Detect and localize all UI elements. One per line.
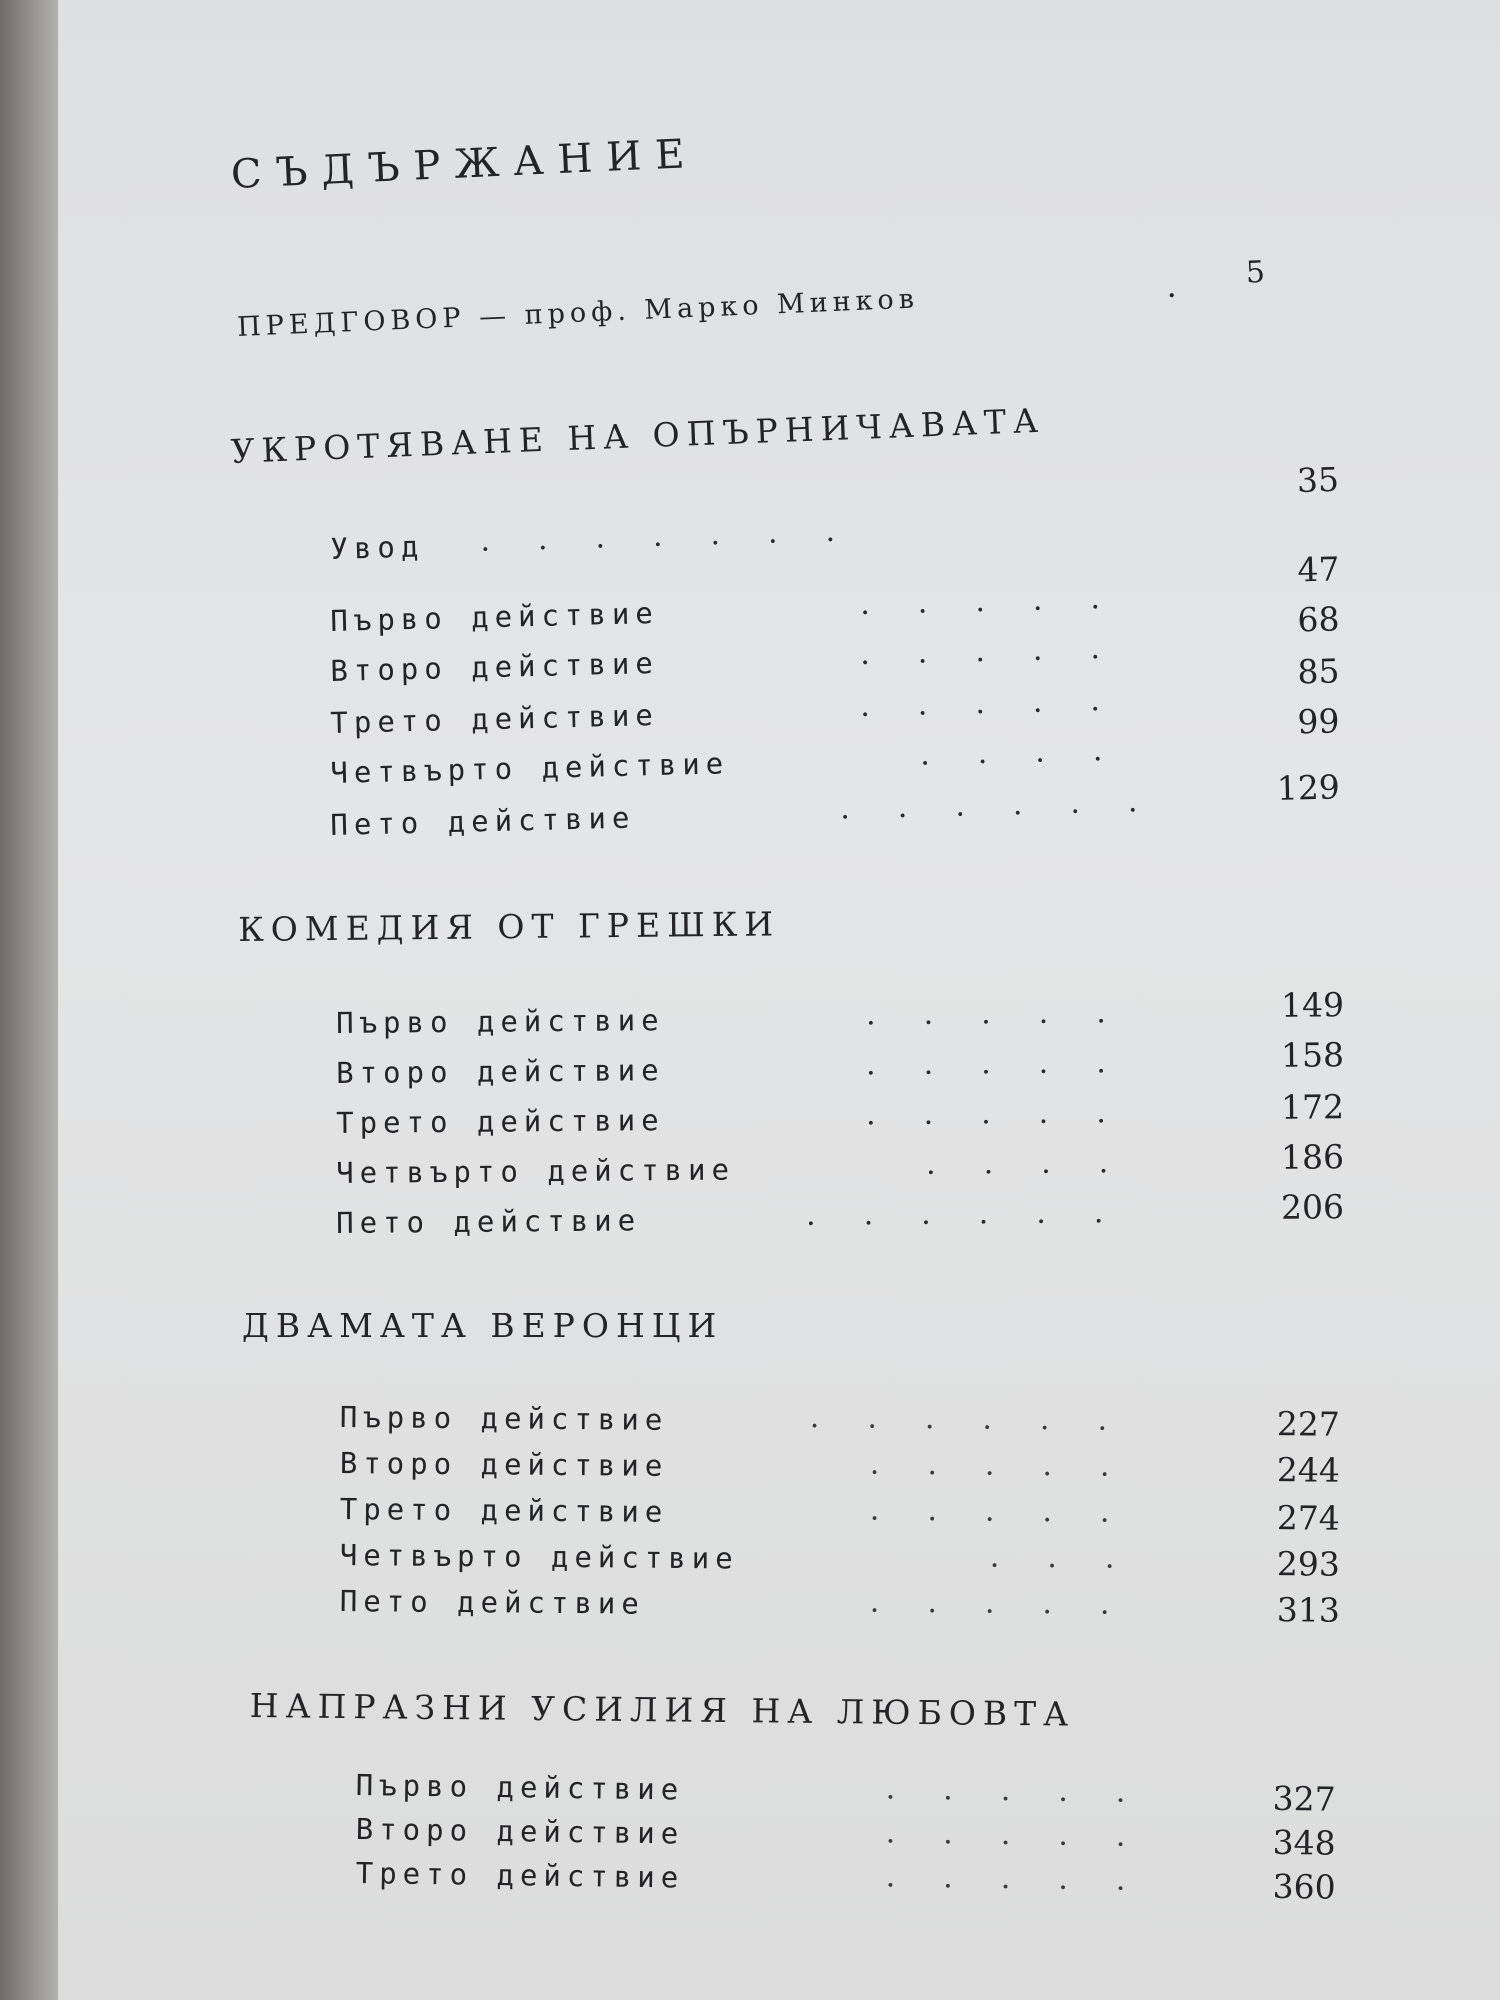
- entry-label: Второ действие: [336, 1053, 665, 1090]
- contents-heading: СЪДЪРЖАНИЕ: [230, 130, 700, 198]
- entry-page-number: 206: [1280, 1187, 1345, 1227]
- leader-dots: .....: [885, 1859, 1174, 1899]
- leader-dots: .....: [859, 580, 1149, 623]
- page-gutter: [0, 0, 58, 2000]
- leader-dots: .....: [885, 1771, 1174, 1811]
- entry-label: Първо действие: [330, 595, 660, 638]
- toc-entry: [336, 1035, 1345, 1096]
- toc-entry: [355, 1856, 1335, 1910]
- entry-page-number: 293: [1276, 1544, 1340, 1584]
- leader-dots: .....: [869, 1492, 1158, 1531]
- preface-page-number: 5: [1245, 254, 1266, 291]
- leader-dots: .....: [869, 1584, 1158, 1623]
- entry-page-number: 274: [1276, 1498, 1340, 1538]
- preface-entry: [236, 252, 1338, 358]
- entry-page-number: 85: [1296, 651, 1340, 692]
- toc-entry: [340, 1584, 1340, 1633]
- toc-entry: [340, 1400, 1340, 1449]
- leader-dots: ......: [805, 1194, 1152, 1233]
- preface-label: ПРЕДГОВОР — проф. Марко Минков: [236, 283, 920, 343]
- leader-dots: .....: [885, 1815, 1174, 1855]
- toc-entry: [336, 985, 1345, 1046]
- section-title: ДВАМАТА ВЕРОНЦИ: [242, 1306, 724, 1345]
- toc-entry: [340, 1446, 1340, 1495]
- entry-label: Трето действие: [339, 1492, 669, 1529]
- entry-page-number: 68: [1296, 599, 1340, 640]
- toc-entry: [336, 1087, 1345, 1146]
- entry-page-number: 35: [1296, 459, 1340, 500]
- entry-label: Пето действие: [330, 800, 636, 842]
- toc-entry: [336, 1187, 1345, 1246]
- entry-page-number: 149: [1280, 985, 1345, 1025]
- section-title: КОМЕДИЯ ОТ ГРЕШКИ: [238, 904, 781, 949]
- leader-dots: .....: [859, 630, 1149, 673]
- leader-dots: .......: [479, 512, 884, 559]
- leader-dot: .: [1165, 266, 1178, 306]
- toc-entry: [336, 1137, 1345, 1196]
- entry-page-number: 227: [1276, 1404, 1340, 1444]
- book-page: [58, 0, 1500, 2000]
- toc-entry: [340, 1492, 1340, 1541]
- entry-label: Четвърто действие: [330, 746, 730, 790]
- entry-page-number: 129: [1276, 767, 1341, 808]
- entry-label: Увод: [330, 529, 425, 566]
- entry-label: Първо действие: [355, 1768, 685, 1807]
- entry-label: Трето действие: [330, 697, 660, 740]
- leader-dots: ......: [839, 783, 1186, 827]
- entry-label: Пето действие: [336, 1203, 642, 1240]
- table-of-contents: [58, 0, 1500, 2000]
- entry-label: Първо действие: [336, 1003, 665, 1040]
- leader-dots: ...: [989, 1539, 1163, 1577]
- toc-entry: [330, 459, 1341, 572]
- leader-dots: .....: [859, 682, 1149, 725]
- entry-page-number: 348: [1272, 1822, 1336, 1863]
- entry-label: Четвърто действие: [339, 1538, 739, 1576]
- leader-dots: .....: [865, 994, 1154, 1033]
- section-title: УКРОТЯВАНЕ НА ОПЪРНИЧАВАТА: [230, 400, 1046, 471]
- toc-entry: [340, 1538, 1340, 1587]
- entry-label: Четвърто действие: [336, 1152, 736, 1190]
- entry-page-number: 313: [1276, 1590, 1340, 1630]
- leader-dots: ......: [809, 1400, 1156, 1439]
- entry-page-number: 186: [1280, 1137, 1345, 1177]
- entry-page-number: 327: [1272, 1778, 1336, 1819]
- leader-dots: .....: [869, 1446, 1158, 1485]
- leader-dots: ....: [925, 1144, 1157, 1182]
- leader-dots: .....: [865, 1094, 1154, 1133]
- entry-label: Трето действие: [336, 1103, 665, 1140]
- entry-page-number: 99: [1296, 701, 1340, 742]
- section-title: НАПРАЗНИ УСИЛИЯ НА ЛЮБОВТА: [249, 1686, 1076, 1734]
- leader-dots: ....: [919, 731, 1151, 773]
- entry-label: Трето действие: [355, 1856, 685, 1895]
- entry-label: Първо действие: [339, 1400, 669, 1437]
- entry-page-number: 172: [1280, 1087, 1345, 1127]
- entry-label: Второ действие: [330, 645, 660, 688]
- leader-dots: .....: [865, 1044, 1154, 1083]
- entry-label: Пето действие: [339, 1584, 645, 1621]
- entry-page-number: 47: [1296, 549, 1340, 590]
- entry-page-number: 244: [1276, 1450, 1340, 1490]
- entry-page-number: 158: [1280, 1035, 1345, 1075]
- entry-label: Второ действие: [339, 1446, 669, 1483]
- entry-label: Второ действие: [355, 1812, 685, 1851]
- entry-page-number: 360: [1272, 1866, 1336, 1907]
